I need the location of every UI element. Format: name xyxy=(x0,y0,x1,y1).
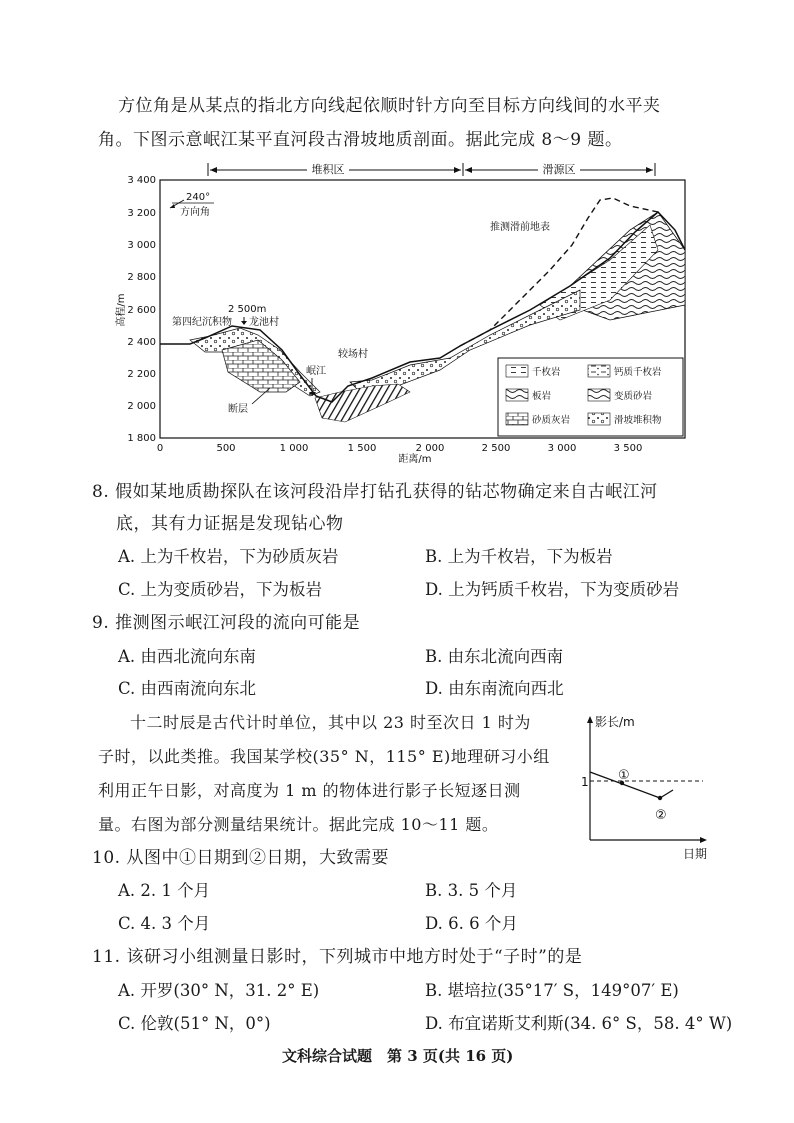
legend-swatch-slide-deposit xyxy=(588,413,610,425)
legend-label: 板岩 xyxy=(532,391,552,402)
q10-option-c[interactable]: C. 4. 3 个月 xyxy=(118,914,211,933)
point-2-marker xyxy=(658,796,662,800)
label-longchi-village: 龙池村 xyxy=(249,317,279,328)
q8-option-b[interactable]: B. 上为千枚岩，下为板岩 xyxy=(425,547,613,566)
x-tick: 0 xyxy=(156,443,164,454)
y-tick: 2 200 xyxy=(127,369,156,380)
zone-source-label: 滑源区 xyxy=(542,163,576,176)
x-tick: 1 000 xyxy=(279,443,309,454)
q9-option-b[interactable]: B. 由东北流向西南 xyxy=(425,647,564,666)
y-axis xyxy=(114,175,156,444)
y-tick: 1 800 xyxy=(127,433,156,444)
shadow-length-chart xyxy=(575,712,710,862)
zone-brackets xyxy=(208,161,655,177)
x-tick: 3 500 xyxy=(613,443,643,454)
y-tick: 2 800 xyxy=(127,272,156,283)
intro-line-1: 方位角是从某点的指北方向线起依顺时针方向至目标方向线间的水平夹 xyxy=(118,96,661,116)
zone-accumulation-label: 堆积区 xyxy=(311,163,345,176)
legend-swatch-sandy-limestone xyxy=(506,413,528,425)
q11-option-c[interactable]: C. 伦敦(51° N，0°) xyxy=(118,1014,271,1033)
q8-stem-line-2: 底，其有力证据是发现钻心物 xyxy=(116,514,344,534)
label-fault: 断层 xyxy=(228,404,248,415)
q10-option-a[interactable]: A. 2. 1 个月 xyxy=(118,881,211,900)
legend-label: 变质砂岩 xyxy=(614,391,653,402)
intro2-line-2: 子时，以此类推。我国某学校(35° N，115° E)地理研习小组 xyxy=(98,747,550,766)
fault-zone xyxy=(315,384,410,422)
legend-label: 滑坡堆积物 xyxy=(614,415,662,426)
q11-option-b[interactable]: B. 堪培拉(35°17′ S，149°07′ E) xyxy=(425,981,679,1000)
q10-option-b[interactable]: B. 3. 5 个月 xyxy=(425,881,518,900)
q8-option-c[interactable]: C. 上为变质砂岩，下为板岩 xyxy=(118,580,323,599)
label-jiaochang-village: 较场村 xyxy=(338,349,368,360)
y-tick: 3 400 xyxy=(127,175,156,186)
x-tick: 2 000 xyxy=(415,443,445,454)
y-axis-label: 高程/m xyxy=(116,293,127,327)
legend-label: 千枚岩 xyxy=(532,367,561,378)
shadow-y-label: 影长/m xyxy=(595,715,635,729)
intro2-line-4: 量。右图为部分测量结果统计。据此完成 10～11 题。 xyxy=(98,815,499,834)
intro-line-2: 角。下图示意岷江某平直河段古滑坡地质剖面。据此完成 8～9 题。 xyxy=(98,130,623,150)
x-axis-label: 距离/m xyxy=(398,454,432,465)
x-tick: 3 000 xyxy=(547,443,577,454)
y-tick: 3 000 xyxy=(127,240,156,251)
label-pre-slide-surface: 推测滑前地表 xyxy=(490,222,550,233)
shadow-tick-1: 1 xyxy=(581,775,589,789)
label-elevation: 2 500m xyxy=(228,304,267,315)
legend-label: 砂质灰岩 xyxy=(532,415,571,426)
x-tick: 500 xyxy=(216,443,236,454)
x-axis xyxy=(157,443,643,465)
legend-swatch-metasandstone xyxy=(588,389,610,401)
q11-option-d[interactable]: D. 布宜诺斯艾利斯(34. 6° S，58. 4° W) xyxy=(425,1014,733,1033)
y-tick: 2 600 xyxy=(127,305,156,316)
intro2-line-3: 利用正午日影，对高度为 1 m 的物体进行影子长短逐日测 xyxy=(98,781,521,800)
y-tick: 3 200 xyxy=(127,208,156,219)
shadow-x-label: 日期 xyxy=(683,847,708,861)
point-1-label: ① xyxy=(618,768,630,783)
q11-stem: 11. 该研习小组测量日影时，下列城市中地方时处于“子时”的是 xyxy=(92,947,583,967)
legend xyxy=(498,358,683,436)
y-tick: 2 000 xyxy=(127,401,156,412)
point-2-label: ② xyxy=(655,808,667,823)
page-footer: 文科综合试题 第 3 页(共 16 页) xyxy=(282,1047,514,1065)
legend-swatch-slate xyxy=(506,389,528,401)
q9-stem: 9. 推测图示岷江河段的流向可能是 xyxy=(92,613,361,633)
label-minjiang: 岷江 xyxy=(306,366,326,377)
q9-option-a[interactable]: A. 由西北流向东南 xyxy=(118,647,256,666)
geologic-profile-figure xyxy=(110,160,690,465)
q8-option-d[interactable]: D. 上为钙质千枚岩，下为变质砂岩 xyxy=(425,580,680,599)
legend-label: 钙质千枚岩 xyxy=(614,367,662,378)
q10-stem: 10. 从图中①日期到②日期，大致需要 xyxy=(92,848,389,868)
q11-option-a[interactable]: A. 开罗(30° N，31. 2° E) xyxy=(118,981,320,1000)
q8-option-a[interactable]: A. 上为千枚岩，下为砂质灰岩 xyxy=(118,547,339,566)
azimuth-label: 方向角 xyxy=(180,207,210,218)
x-tick: 1 500 xyxy=(347,443,377,454)
label-quaternary: 第四纪沉积物 xyxy=(172,317,232,328)
q8-stem-line-1: 8. 假如某地质勘探队在该河段沿岸打钻孔获得的钻芯物确定来自古岷江河 xyxy=(92,482,658,502)
azimuth-indicator xyxy=(170,192,214,218)
q9-option-d[interactable]: D. 由东南流向西北 xyxy=(425,679,564,698)
intro2-line-1: 十二时辰是古代计时单位，其中以 23 时至次日 1 时为 xyxy=(130,713,531,732)
legend-swatch-phyllite xyxy=(506,365,528,377)
y-tick: 2 400 xyxy=(127,337,156,348)
q9-option-c[interactable]: C. 由西南流向东北 xyxy=(118,679,257,698)
legend-swatch-calcareous-phyllite xyxy=(588,365,610,377)
azimuth-value: 240° xyxy=(186,192,211,203)
x-tick: 2 500 xyxy=(481,443,511,454)
q10-option-d[interactable]: D. 6. 6 个月 xyxy=(425,914,518,933)
